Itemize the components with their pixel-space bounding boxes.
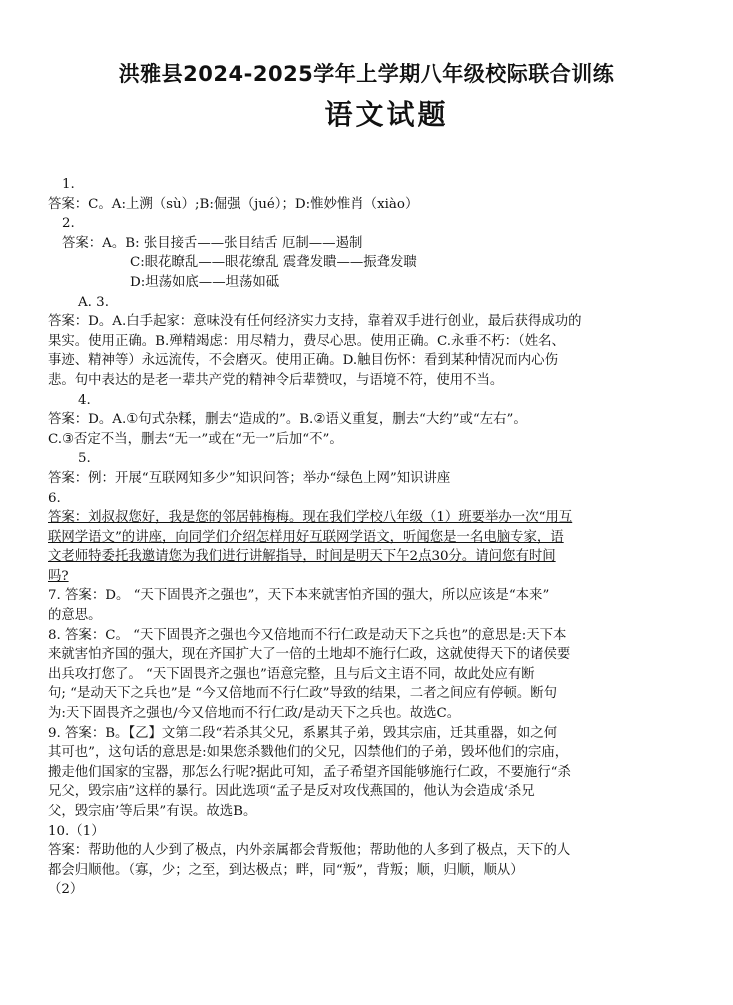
exam-subtitle: 语文试题	[324, 98, 449, 131]
q3-line-4: 悲。句中表达的是老一辈共产党的精神令后辈赞叹，与语境不符，使用不当。	[48, 372, 504, 388]
q2-number: 2.	[62, 216, 75, 232]
answer-body	[48, 175, 688, 900]
q9-line-1: 9. 答案：B。【乙】文第二段“若杀其父兄，系累其子弟，毁其宗庙，迁其重器，如之何	[48, 725, 558, 741]
q4-line-2: C.③否定不当，删去“无一”或在“无一”后加“不”。	[48, 431, 343, 447]
q8-line-1: 8. 答案：C。 “天下固畏齐之强也今又倍地而不行仁政是动天下之兵也”的意思是:天下本	[48, 627, 567, 643]
q2-answer-d: D:坦荡如底——坦荡如砥	[130, 274, 280, 290]
q3-line-3: 事迹、精神等）永远流传，不会磨灭。使用正确。D.触目伤怀：看到某种情况而内心伤	[48, 353, 558, 369]
q3-line-1: 答案：D。A.白手起家：意味没有任何经济实力支持，靠着双手进行创业，最后获得成功的	[48, 314, 582, 330]
q10-line-2: 都会归顺他。（寡，少；之至，到达极点；畔，同“叛”，背叛；顺，归顺，顺从）	[48, 862, 524, 878]
q8-line-2: 来就害怕齐国的强大，现在齐国扩大了一倍的土地却不施行仁政，这就使得天下的诸侯要	[48, 647, 571, 663]
q4-line-1: 答案：D。A.①句式杂糅，删去“造成的”。B.②语义重复，删去“大约”或“左右”。	[48, 412, 527, 428]
q9-line-5: 父，毁宗庙’等后果”有误。故选B。	[48, 804, 257, 819]
q2-answer-c: C:眼花瞭乱——眼花缭乱 震聋发瞶——振聋发聩	[130, 255, 417, 271]
q2-answer: 答案：A。B: 张目接舌——张目结舌 厄制——遏制	[62, 235, 363, 251]
q4-number: 4.	[78, 392, 91, 408]
q8-line-5: 为:天下固畏齐之强也/今又倍地而不行仁政/是动天下之兵也。故选C。	[48, 706, 461, 722]
q6-number: 6.	[48, 490, 61, 506]
q1-answer: 答案：C。A:上溯（sù）;B:倔强（jué）；D:惟妙惟肖（xiào）	[48, 196, 419, 212]
q1-number: 1.	[62, 177, 75, 192]
q10-number: 10.（1）	[48, 823, 105, 839]
q5-line-1: 答案：例：开展“互联网知多少”知识问答；举办“绿色上网”知识讲座	[48, 470, 451, 486]
q6-line-1: 答案：刘叔叔您好，我是您的邻居韩梅梅。现在我们学校八年级（1）班要举办一次“用互	[48, 510, 573, 526]
q8-line-4: 句; “是动天下之兵也”是 “今又倍地而不行仁政”导致的结果，二者之间应有停顿。断句	[48, 686, 558, 702]
exam-title: 洪雅县2024-2025学年上学期八年级校际联合训练	[118, 62, 615, 86]
q9-line-2: 其可也”，这句话的意思是:如果您杀戮他们的父兄，囚禁他们的子弟，毁坏他们的宗庙，	[48, 745, 569, 761]
q3-line-2: 果实。使用正确。B.殚精竭虑：用尽精力，费尽心思。使用正确。C.永垂不朽：（姓名、	[48, 333, 565, 349]
q9-line-3: 搬走他们国家的宝器，那怎么行呢?据此可知，孟子希望齐国能够施行仁政，不要施行“杀	[48, 764, 571, 780]
q3-number: A. 3.	[78, 294, 109, 310]
q7-line-1: 7. 答案：D。 “天下固畏齐之强也”，天下本来就害怕齐国的强大，所以应该是“本来”	[48, 588, 550, 604]
q10-part-2: （2）	[48, 882, 84, 898]
q10-line-1: 答案：帮助他的人少到了极点，内外亲属都会背叛他；帮助他的人多到了极点，天下的人	[48, 843, 571, 859]
q6-line-4: 吗?	[48, 568, 69, 584]
q7-line-2: 的意思。	[48, 608, 102, 624]
q8-line-3: 出兵攻打您了。 “天下固畏齐之强也”语意完整，且与后文主语不同，故此处应有断	[48, 666, 535, 682]
q5-number: 5.	[78, 451, 91, 467]
q6-line-3: 文老师特委托我邀请您为我们进行讲解指导，时间是明天下午2点30分。请问您有时间	[48, 549, 556, 565]
q6-line-2: 联网学语文”的讲座，向同学们介绍怎样用好互联网学语文，听闻您是一名电脑专家，语	[48, 529, 564, 545]
q9-line-4: 兄父，毁宗庙”这样的暴行。因此选项“孟子是反对攻伐燕国的，他认为会造成‘杀兄	[48, 784, 535, 800]
